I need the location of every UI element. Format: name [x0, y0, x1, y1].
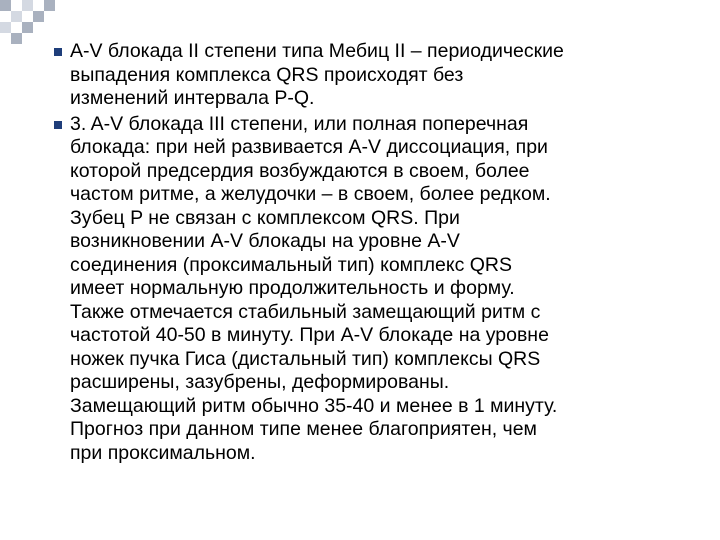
bullet-text: A-V блокада II степени типа Мебиц II – периодические выпадения комплекса QRS происходят без изменений интервала P-Q. [70, 40, 564, 109]
square-bullet-icon [54, 48, 62, 56]
bullet-text: 3. A-V блокада III степени, или полная поперечная блокада: при ней развивается A-V диссоциация, при которой предсердия возбуждаются в своем, более частом ритме, а желудочки – в своем, более редком. Зубец P не связан с комплексом QRS. При возникновении A-V блокады на уровне A-V соединения (проксимальный тип) комплекс QRS имеет нормальную продолжительность и форму. Также отмечается стабильный замещающий ритм с частотой 40-50 в минуту. При A-V блокаде на уровне ножек пучка Гиса (дистальный тип) комплексы QRS расширены, зазубрены, деформированы. Замещающий ритм обычно 35-40 и менее в 1 минуту. Прогноз при данном типе менее благоприятен, чем при проксимальном. [70, 112, 558, 464]
checker-square [22, 0, 33, 11]
bullet-item [54, 113, 694, 466]
checker-square [0, 22, 11, 33]
checker-square [22, 22, 33, 33]
checker-square [33, 11, 44, 22]
square-bullet-icon [54, 121, 62, 129]
slide-body [54, 40, 694, 467]
checker-square [44, 0, 55, 11]
checker-square [11, 33, 22, 44]
bullet-item [54, 40, 694, 111]
checker-square [0, 0, 11, 11]
checker-square [11, 11, 22, 22]
